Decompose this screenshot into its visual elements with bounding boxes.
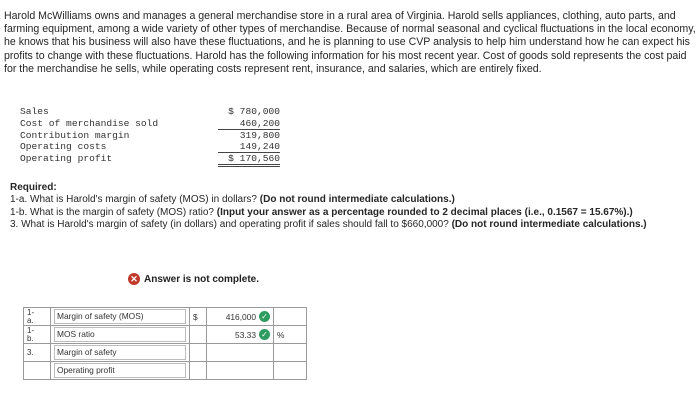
operating-profit-cell[interactable] [207,362,274,380]
income-label: Operating profit [20,153,113,165]
row-label: MOS ratio [54,327,186,342]
answer-status-text: Answer is not complete. [144,273,260,285]
income-value: 319,800 [239,129,280,141]
row-label-cell [51,308,190,326]
mos-dollars-input[interactable]: 416,000 [225,311,256,322]
question-1a-text: 1-a. What is Harold's margin of safety (MOS) in dollars? [10,194,257,206]
income-row-cogs [20,118,280,130]
income-label: Contribution margin [20,129,130,141]
question-1a [10,194,690,206]
income-row-sales [20,106,280,118]
check-circle-icon: ✓ [259,311,270,322]
income-value: $ 780,000 [228,106,280,117]
row-label-cell [51,326,190,344]
question-3-note: (Do not round intermediate calculations.) [451,219,647,231]
unit-cell [274,344,307,362]
table-row [24,326,307,344]
income-label: Operating costs [20,141,107,153]
answer-status [128,273,259,285]
row-label: Margin of safety [54,345,186,360]
row-label: Operating profit [54,363,186,378]
unit-cell [274,362,307,380]
mos-dollars-cell[interactable] [207,308,274,326]
problem-intro: Harold McWilliams owns and manages a general merchandise store in a rural area of Virginia. Harold sells appliances, clothing, auto parts, and farming equipment, among a wide variety of other types of merchandise. Because of normal seasonal and cyclical fluctuations in the local economy, he knows that his business will also have these fluctuations, and he is planning to use CVP analysis to help him understand how he can expect his profits to change with these fluctuations. Harold has the following information for his most recent year. Cost of goods sold represents the cost paid for the merchandise he sells, while operating costs represent rent, insurance, and salaries, which are entirely fixed. [4,10,696,75]
income-label: Cost of merchandise sold [20,117,159,129]
answer-table [23,307,307,380]
income-statement [20,106,280,165]
question-3-text: 3. What is Harold's margin of safety (in dollars) and operating profit if sales should fall to $660,000? [10,219,449,231]
question-1b [10,207,690,219]
x-circle-icon: ✕ [128,273,140,285]
question-1b-text: 1-b. What is the margin of safety (MOS) ratio? [10,206,214,218]
mos-ratio-cell[interactable] [207,326,274,344]
row-label-cell [51,344,190,362]
required-section [10,182,690,232]
table-row [24,362,307,380]
unit-cell [274,308,307,326]
row-number: 3. [24,344,51,362]
required-title: Required: [10,182,57,193]
income-value: 460,200 [218,118,280,130]
mos-new-sales-cell[interactable] [207,344,274,362]
income-value: $ 170,560 [218,153,280,167]
table-row [24,344,307,362]
income-row-operating-profit [20,153,280,165]
row-label-cell [51,362,190,380]
income-row-contribution-margin [20,130,280,142]
currency-symbol [190,344,207,362]
currency-symbol [190,362,207,380]
question-1a-note: (Do not round intermediate calculations.) [259,194,455,206]
mos-ratio-input[interactable]: 53.33 [235,329,256,340]
check-circle-icon: ✓ [259,329,270,340]
row-label: Margin of safety (MOS) [54,309,186,324]
currency-symbol [190,326,207,344]
question-1b-note: (Input your answer as a percentage rounded to 2 decimal places (i.e., 0.1567 = 15.67%).) [216,206,633,218]
question-3 [10,219,690,231]
income-label: Sales [20,106,49,117]
row-number: 1- b. [24,326,51,344]
income-row-operating-costs [20,141,280,153]
income-value: 149,240 [218,141,280,153]
currency-symbol: $ [190,308,207,326]
percent-unit: % [274,326,307,344]
row-number [24,362,51,380]
table-row [24,308,307,326]
row-number: 1- a. [24,308,51,326]
